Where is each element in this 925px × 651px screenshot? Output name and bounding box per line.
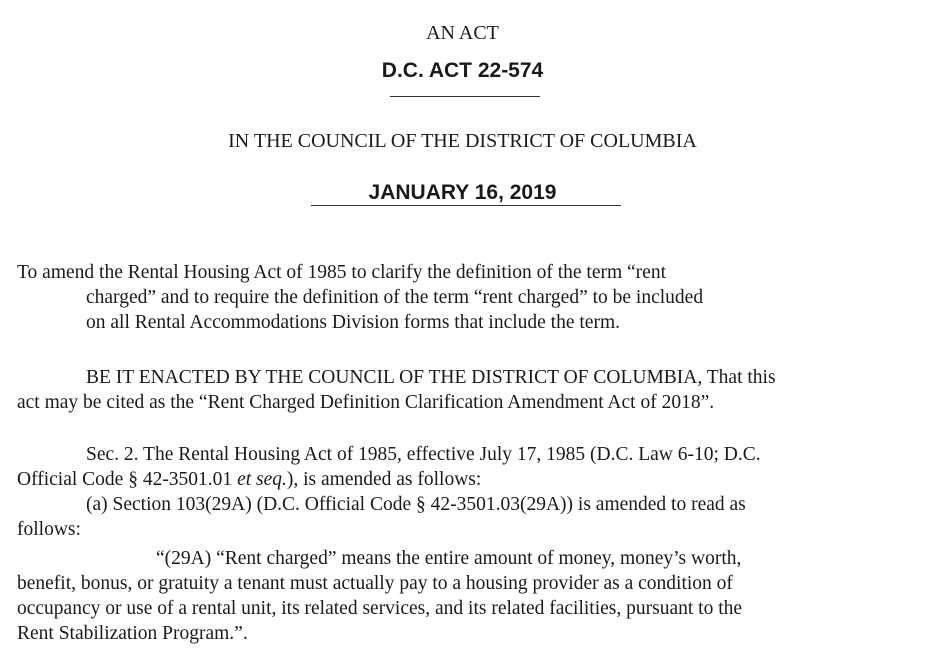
definition-line-2: benefit, bonus, or gratuity a tenant must actually pay to a housing provider as a condition of xyxy=(17,573,733,594)
title-line-3: on all Rental Accommodations Division forms that include the term. xyxy=(86,312,620,333)
section2-et-seq: et seq. xyxy=(237,469,287,490)
act-label: AN ACT xyxy=(426,22,499,44)
act-date: JANUARY 16, 2019 xyxy=(368,181,557,204)
section2-line-2-text: Official Code § 42-3501.01 xyxy=(17,469,238,490)
enacting-line-2: act may be cited as the “Rent Charged Definition Clarification Amendment Act of 2018”. xyxy=(17,392,715,413)
section2-line-3: (a) Section 103(29A) (D.C. Official Code § 42-3501.03(29A)) is amended to read as xyxy=(86,494,746,515)
definition-line-4: Rent Stabilization Program.”. xyxy=(17,623,248,644)
section2-line-2-end: ), is amended as follows: xyxy=(286,469,482,490)
title-line-1: To amend the Rental Housing Act of 1985 to clarify the definition of the term “rent xyxy=(17,262,667,283)
section2-line-1: Sec. 2. The Rental Housing Act of 1985, effective July 17, 1985 (D.C. Law 6-10; D.C. xyxy=(86,444,761,465)
divider-short xyxy=(390,96,540,97)
section2-line-2 xyxy=(17,468,481,492)
title-line-2: charged” and to require the definition of the term “rent charged” to be included xyxy=(86,287,704,308)
definition-line-1: “(29A) “Rent charged” means the entire amount of money, money’s worth, xyxy=(156,548,742,569)
definition-line-3: occupancy or use of a rental unit, its related services, and its related facilities, pursuant to the xyxy=(17,598,743,619)
act-number: D.C. ACT 22-574 xyxy=(381,59,544,82)
section2-line-4: follows: xyxy=(17,519,81,540)
date-underline xyxy=(311,205,621,206)
enacting-line-1: BE IT ENACTED BY THE COUNCIL OF THE DISTRICT OF COLUMBIA, That this xyxy=(86,367,776,388)
council-heading: IN THE COUNCIL OF THE DISTRICT OF COLUMBIA xyxy=(228,130,697,152)
